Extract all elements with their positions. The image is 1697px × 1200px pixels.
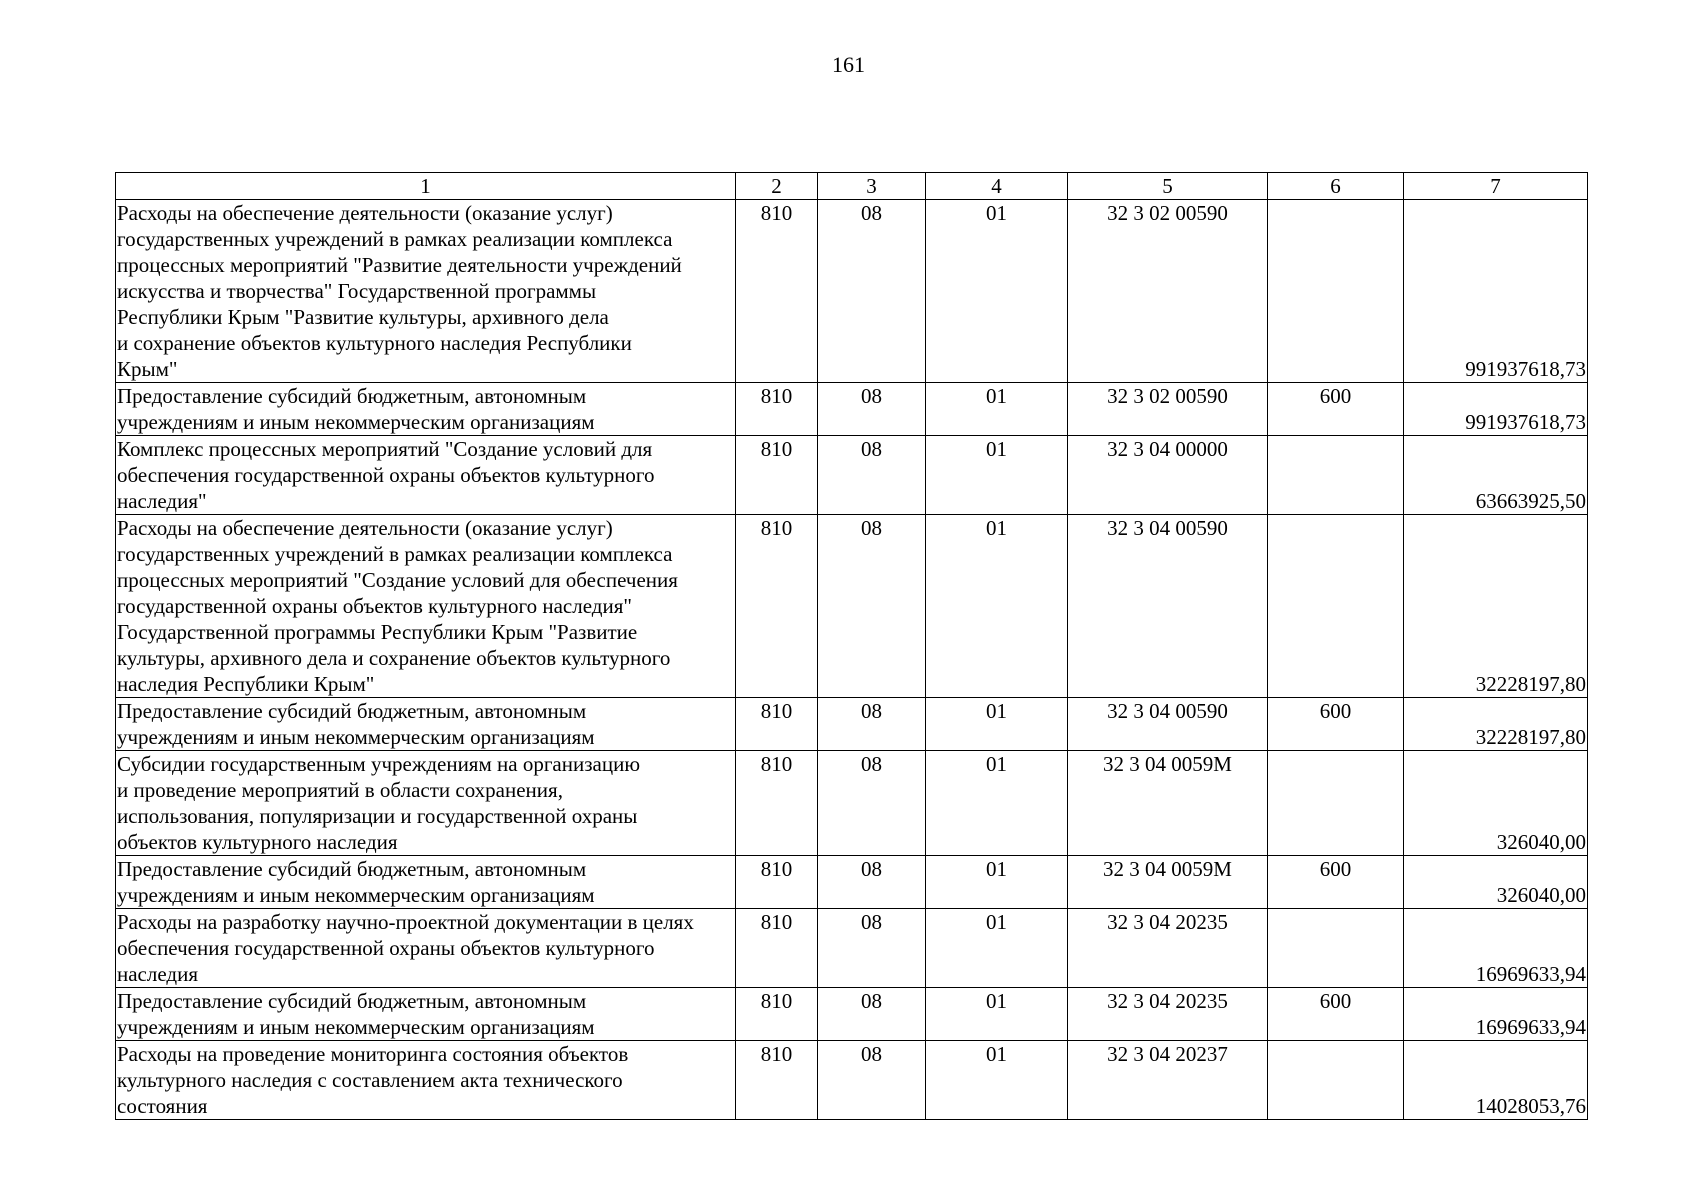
subsection-code: 01 — [926, 200, 1068, 383]
table-header-row — [116, 173, 1588, 200]
ministry-code: 810 — [736, 988, 818, 1041]
target-article-code: 32 3 04 00590 — [1068, 515, 1268, 698]
target-article-code: 32 3 04 20235 — [1068, 988, 1268, 1041]
subsection-code: 01 — [926, 909, 1068, 988]
amount-value: 326040,00 — [1404, 751, 1588, 856]
section-code: 08 — [818, 698, 926, 751]
expense-type-code: 600 — [1268, 383, 1404, 436]
section-code: 08 — [818, 988, 926, 1041]
amount-value: 16969633,94 — [1404, 909, 1588, 988]
amount-value: 32228197,80 — [1404, 698, 1588, 751]
table-row — [116, 383, 1588, 436]
table-row — [116, 698, 1588, 751]
section-code: 08 — [818, 383, 926, 436]
target-article-code: 32 3 02 00590 — [1068, 200, 1268, 383]
target-article-code: 32 3 04 00000 — [1068, 436, 1268, 515]
expense-type-code — [1268, 436, 1404, 515]
ministry-code: 810 — [736, 1041, 818, 1120]
column-header: 2 — [736, 173, 818, 200]
amount-value: 16969633,94 — [1404, 988, 1588, 1041]
expense-description: Расходы на обеспечение деятельности (оказание услуг) государственных учреждений в рамках реализации комплекса процессных мероприятий "Создание условий для обеспечения государственной охраны объектов культурного наследия" Государственной программы Республики Крым "Развитие культуры, архивного дела и сохранение объектов культурного наследия Республики Крым" — [116, 515, 736, 698]
column-header: 6 — [1268, 173, 1404, 200]
section-code: 08 — [818, 436, 926, 515]
table-row — [116, 200, 1588, 383]
table-row — [116, 1041, 1588, 1120]
amount-value: 32228197,80 — [1404, 515, 1588, 698]
budget-table — [115, 172, 1588, 1120]
table-row — [116, 515, 1588, 698]
subsection-code: 01 — [926, 1041, 1068, 1120]
ministry-code: 810 — [736, 200, 818, 383]
expense-type-code: 600 — [1268, 698, 1404, 751]
target-article-code: 32 3 04 00590 — [1068, 698, 1268, 751]
amount-value: 14028053,76 — [1404, 1041, 1588, 1120]
expense-type-code — [1268, 1041, 1404, 1120]
ministry-code: 810 — [736, 909, 818, 988]
expense-type-code — [1268, 515, 1404, 698]
expense-description: Предоставление субсидий бюджетным, автономным учреждениям и иным некоммерческим организациям — [116, 383, 736, 436]
expense-type-code: 600 — [1268, 856, 1404, 909]
ministry-code: 810 — [736, 515, 818, 698]
expense-type-code — [1268, 751, 1404, 856]
expense-description: Комплекс процессных мероприятий "Создание условий для обеспечения государственной охраны объектов культурного наследия" — [116, 436, 736, 515]
column-header: 3 — [818, 173, 926, 200]
expense-description: Расходы на разработку научно-проектной документации в целях обеспечения государственной охраны объектов культурного наследия — [116, 909, 736, 988]
expense-description: Предоставление субсидий бюджетным, автономным учреждениям и иным некоммерческим организациям — [116, 988, 736, 1041]
target-article-code: 32 3 04 20235 — [1068, 909, 1268, 988]
expense-description: Предоставление субсидий бюджетным, автономным учреждениям и иным некоммерческим организациям — [116, 856, 736, 909]
column-header: 7 — [1404, 173, 1588, 200]
target-article-code: 32 3 04 0059М — [1068, 751, 1268, 856]
expense-description: Предоставление субсидий бюджетным, автономным учреждениям и иным некоммерческим организациям — [116, 698, 736, 751]
section-code: 08 — [818, 200, 926, 383]
table-row — [116, 856, 1588, 909]
expense-description: Расходы на проведение мониторинга состояния объектов культурного наследия с составлением акта технического состояния — [116, 1041, 736, 1120]
section-code: 08 — [818, 751, 926, 856]
subsection-code: 01 — [926, 856, 1068, 909]
section-code: 08 — [818, 856, 926, 909]
expense-description: Расходы на обеспечение деятельности (оказание услуг) государственных учреждений в рамках реализации комплекса процессных мероприятий "Развитие деятельности учреждений искусства и творчества" Государственной программы Республики Крым "Развитие культуры, архивного дела и сохранение объектов культурного наследия Республики Крым" — [116, 200, 736, 383]
expense-description: Субсидии государственным учреждениям на организацию и проведение мероприятий в области сохранения, использования, популяризации и государственной охраны объектов культурного наследия — [116, 751, 736, 856]
ministry-code: 810 — [736, 856, 818, 909]
amount-value: 63663925,50 — [1404, 436, 1588, 515]
expense-type-code — [1268, 200, 1404, 383]
amount-value: 991937618,73 — [1404, 383, 1588, 436]
section-code: 08 — [818, 909, 926, 988]
table-row — [116, 436, 1588, 515]
ministry-code: 810 — [736, 698, 818, 751]
subsection-code: 01 — [926, 515, 1068, 698]
subsection-code: 01 — [926, 698, 1068, 751]
target-article-code: 32 3 04 0059М — [1068, 856, 1268, 909]
amount-value: 326040,00 — [1404, 856, 1588, 909]
section-code: 08 — [818, 515, 926, 698]
table-row — [116, 751, 1588, 856]
column-header: 5 — [1068, 173, 1268, 200]
column-header: 4 — [926, 173, 1068, 200]
subsection-code: 01 — [926, 383, 1068, 436]
ministry-code: 810 — [736, 436, 818, 515]
subsection-code: 01 — [926, 436, 1068, 515]
column-header: 1 — [116, 173, 736, 200]
subsection-code: 01 — [926, 988, 1068, 1041]
subsection-code: 01 — [926, 751, 1068, 856]
ministry-code: 810 — [736, 751, 818, 856]
expense-type-code: 600 — [1268, 988, 1404, 1041]
table-row — [116, 988, 1588, 1041]
target-article-code: 32 3 04 20237 — [1068, 1041, 1268, 1120]
expense-type-code — [1268, 909, 1404, 988]
table-row — [116, 909, 1588, 988]
section-code: 08 — [818, 1041, 926, 1120]
target-article-code: 32 3 02 00590 — [1068, 383, 1268, 436]
amount-value: 991937618,73 — [1404, 200, 1588, 383]
ministry-code: 810 — [736, 383, 818, 436]
page-number: 161 — [832, 52, 865, 77]
